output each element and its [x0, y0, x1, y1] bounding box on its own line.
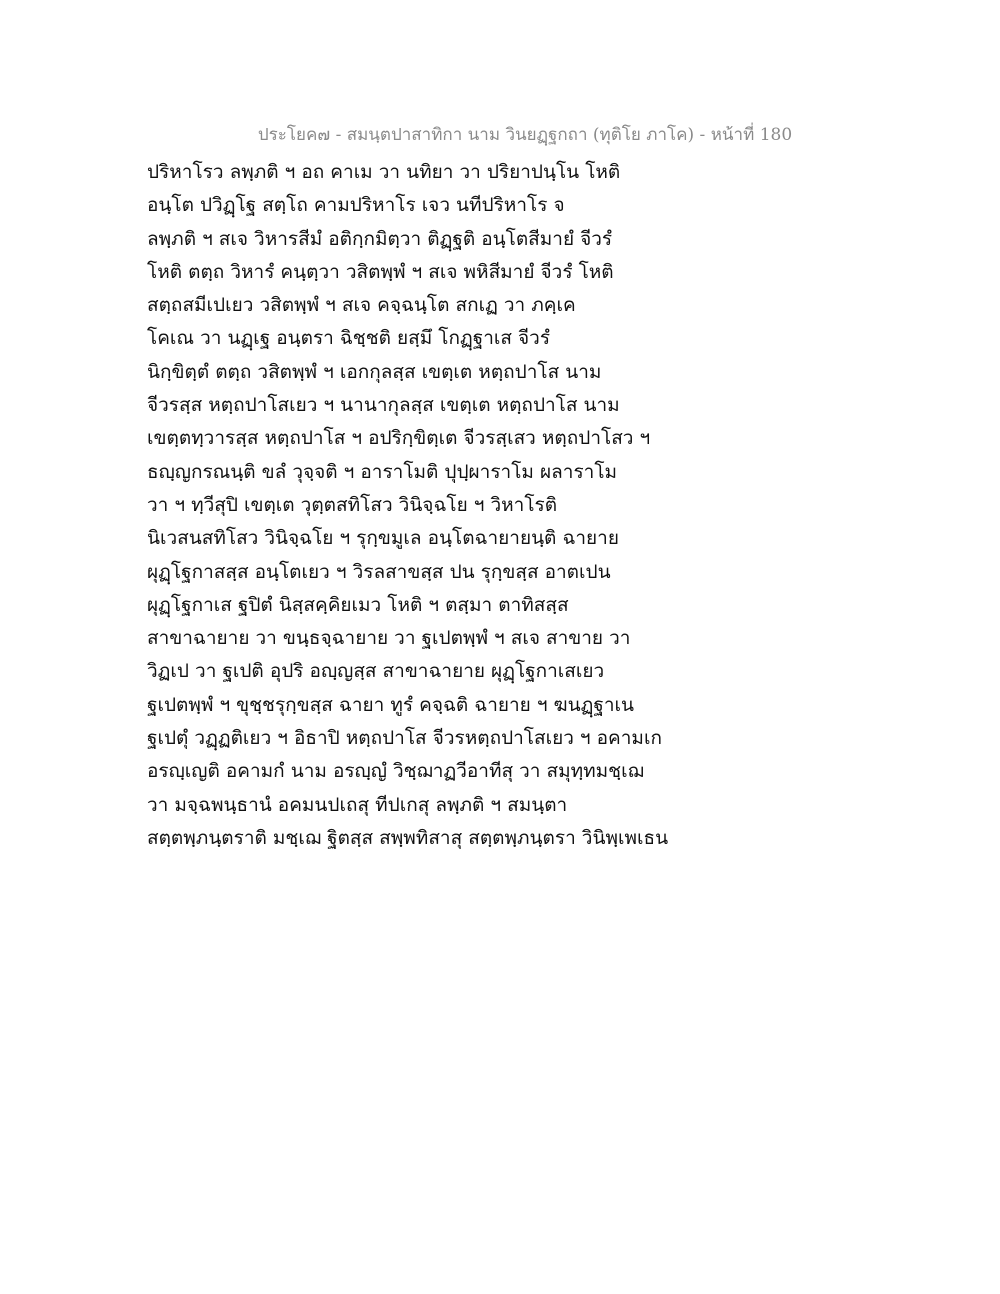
text-line: ธญฺญกรณนฺติ ขลํ วุจฺจติ ฯ อาราโมติ ปุปฺผาราโม ผลาราโม	[147, 460, 618, 483]
text-line: นิเวสนสทิโสว วินิจฺฉโย ฯ รุกฺขมูเล อนฺโตฉายายนฺติ ฉายาย	[147, 527, 619, 550]
text-line: จีวรสฺส หตฺถปาโสเยว ฯ นานากุลสฺส เขตฺเต หตฺถปาโส นาม	[147, 394, 620, 417]
text-line: สตฺถสมีเปเยว วสิตพฺพํ ฯ สเจ คจฺฉนฺโต สกเฏ วา ภคฺเค	[147, 294, 576, 317]
text-line: สาขาฉายาย วา ขนฺธจฺฉายาย วา ฐเปตพฺพํ ฯ สเจ สาขาย วา	[147, 627, 631, 650]
text-line: ฐเปตพฺพํ ฯ ขุชฺชรุกฺขสฺส ฉายา ทูรํ คจฺฉติ ฉายาย ฯ ฆนฏฺฐาเน	[147, 693, 635, 716]
text-line: โคเณ วา นฏฺเฐ อนฺตรา ฉิชฺชติ ยสฺมึ โกฏฺฐาเส จีวรํ	[147, 327, 551, 350]
text-line: วา มจฺฉพนฺธานํ อคมนปเถสุ ทีปเกสุ ลพฺภติ ฯ สมนฺตา	[147, 793, 568, 816]
text-line: สตฺตพฺภนฺตราติ มชฺเฌ ฐิตสฺส สพฺพทิสาสุ สตฺตพฺภนฺตรา วินิพฺเพเธน	[147, 826, 669, 849]
text-line: วิฏเป วา ฐเปติ อุปริ อญฺญสฺส สาขาฉายาย ผุฏฺโฐกาเสเยว	[147, 660, 605, 683]
text-line: ฐเปตุํ วฏฺฏติเยว ฯ อิธาปิ หตฺถปาโส จีวรหตฺถปาโสเยว ฯ อคามเก	[147, 727, 662, 750]
page-header: ประโยค๗ - สมนฺตปาสาทิกา นาม วินยฏฺฐกถา (ทุติโย ภาโค) - หน้าที่ 180	[257, 125, 793, 145]
text-line: ปริหาโรว ลพฺภติ ฯ อถ คาเม วา นทิยา วา ปริยาปนฺโน โหติ	[147, 161, 621, 183]
body-text	[147, 156, 907, 855]
text-line: ผุฏฺโฐกาเส ฐปิตํ นิสฺสคฺคิยเมว โหติ ฯ ตสฺมา ตาทิสสฺส	[147, 593, 569, 616]
text-line: โหติ ตตฺถ วิหารํ คนฺตฺวา วสิตพฺพํ ฯ สเจ พหิสีมายํ จีวรํ โหติ	[147, 260, 614, 283]
text-line: ผุฏฺโฐกาสสฺส อนฺโตเยว ฯ วิรลสาขสฺส ปน รุกฺขสฺส อาตเปน	[147, 560, 611, 583]
text-line: ลพฺภติ ฯ สเจ วิหารสีมํ อติกฺกมิตฺวา ติฏฺฐติ อนฺโตสีมายํ จีวรํ	[147, 227, 613, 250]
text-line: อนฺโต ปวิฏฺโฐ สตฺโถ คามปริหาโร เจว นทีปริหาโร จ	[147, 194, 565, 217]
text-line: นิกฺขิตฺตํ ตตฺถ วสิตพฺพํ ฯ เอกกุลสฺส เขตฺเต หตฺถปาโส นาม	[147, 360, 602, 383]
text-line: อรญฺเญติ อคามกํ นาม อรญฺญํ วิชฺฌาฏวีอาทีสุ วา สมุทฺทมชฺเฌ	[147, 760, 644, 783]
text-line: เขตฺตทฺวารสฺส หตฺถปาโส ฯ อปริกฺขิตฺเต จีวรสฺเสว หตฺถปาโสว ฯ	[147, 427, 651, 450]
text-line: วา ฯ ทฺวีสุปิ เขตฺเต วุตฺตสทิโสว วินิจฺฉโย ฯ วิหาโรติ	[147, 493, 558, 516]
